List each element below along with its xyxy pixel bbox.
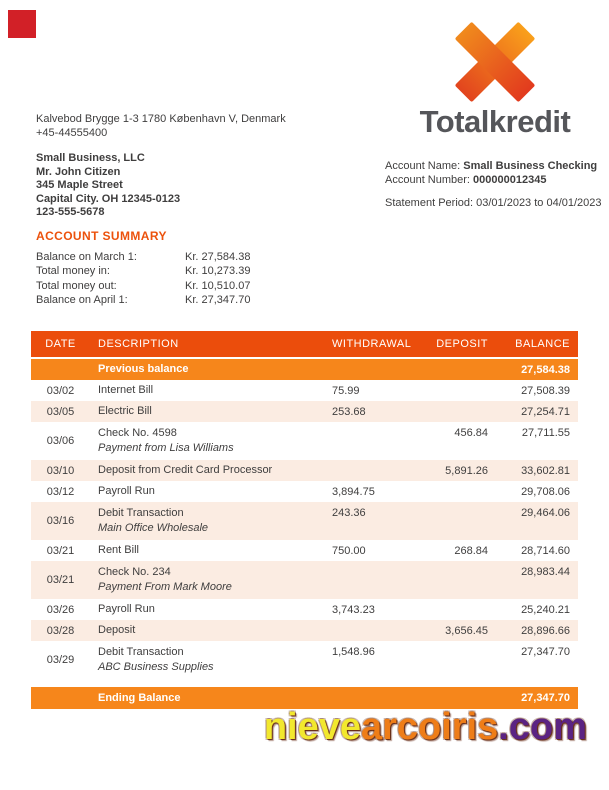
description-note: Payment from Lisa Williams	[98, 442, 234, 454]
summary-label: Total money out:	[36, 279, 117, 292]
cell-description	[90, 645, 325, 675]
cell-balance: 33,602.81	[521, 464, 570, 477]
cell-description	[90, 383, 325, 398]
cell-deposit: 3,656.45	[445, 624, 488, 637]
transaction-row	[31, 502, 578, 540]
cell-withdrawal: 243.36	[332, 507, 366, 519]
cell-date: 03/06	[46, 435, 75, 447]
red-square-mark	[8, 10, 36, 38]
column-header-withdrawal: WITHDRAWAL	[332, 338, 412, 350]
cell-description	[90, 565, 325, 595]
cell-balance: 28,896.66	[521, 624, 570, 637]
watermark-segment: nieve	[263, 706, 361, 748]
account-number-value: 000000012345	[473, 174, 547, 186]
cell-date: 03/29	[46, 654, 75, 666]
statement-period-label: Statement Period:	[385, 197, 474, 209]
cell-balance: 29,464.06	[521, 507, 570, 519]
description-text: Check No. 234	[98, 566, 171, 578]
cell-balance: 28,983.44	[521, 566, 570, 578]
sender-address-block	[36, 113, 286, 140]
previous-balance-value: 27,584.38	[521, 363, 570, 376]
cell-description	[90, 463, 325, 478]
description-text: Deposit from Credit Card Processor	[98, 464, 273, 476]
cell-description	[90, 623, 325, 638]
account-info-block	[385, 159, 602, 210]
cell-withdrawal	[325, 561, 415, 566]
summary-row	[36, 250, 250, 264]
account-name-value: Small Business Checking	[463, 160, 598, 172]
description-text: Debit Transaction	[98, 646, 184, 658]
statement-period-line	[385, 196, 602, 210]
account-number-line	[385, 173, 602, 187]
cell-date: 03/28	[46, 624, 75, 637]
cell-withdrawal: 750.00	[332, 544, 366, 557]
summary-row	[36, 279, 250, 293]
transaction-row	[31, 422, 578, 460]
cell-withdrawal: 253.68	[332, 405, 366, 418]
statement-period-value: 03/01/2023 to 04/01/2023	[476, 197, 602, 209]
cell-withdrawal: 75.99	[332, 384, 360, 397]
transaction-row	[31, 561, 578, 599]
transaction-row	[31, 599, 578, 620]
cell-balance: 28,714.60	[521, 544, 570, 557]
column-header-deposit: DEPOSIT	[436, 338, 488, 350]
description-text: Electric Bill	[98, 405, 152, 417]
summary-value: Kr. 10,273.39	[185, 265, 251, 278]
transaction-row	[31, 481, 578, 502]
cell-deposit: 5,891.26	[445, 464, 488, 477]
account-summary-heading: ACCOUNT SUMMARY	[36, 229, 167, 243]
recipient-line: Capital City. OH 12345-0123	[36, 192, 181, 205]
cell-date: 03/26	[46, 603, 75, 616]
cell-withdrawal: 1,548.96	[332, 646, 375, 658]
cell-withdrawal: 3,743.23	[332, 603, 375, 616]
sender-phone: +45-44555400	[36, 126, 108, 139]
cell-balance: 27,711.55	[521, 427, 570, 439]
cell-balance: 27,347.70	[521, 646, 570, 658]
description-note: Main Office Wholesale	[98, 522, 209, 534]
cell-date: 03/05	[46, 405, 75, 418]
summary-label: Total money in:	[36, 265, 110, 278]
cell-description	[90, 602, 325, 617]
cell-deposit	[415, 641, 490, 646]
recipient-block	[36, 152, 180, 220]
summary-value: Kr. 10,510.07	[185, 279, 251, 292]
cell-description	[90, 484, 325, 499]
recipient-line: 345 Maple Street	[36, 179, 123, 191]
transactions-table	[31, 331, 578, 709]
description-text: Internet Bill	[98, 384, 154, 396]
summary-label: Balance on March 1:	[36, 251, 137, 263]
cell-deposit	[415, 561, 490, 566]
table-header-row	[31, 331, 578, 359]
ending-balance-label: Ending Balance	[98, 691, 181, 704]
description-text: Deposit	[98, 624, 136, 636]
cell-description	[90, 404, 325, 419]
description-note: ABC Business Supplies	[98, 661, 214, 673]
cell-date: 03/02	[46, 384, 75, 397]
summary-label: Balance on April 1:	[36, 293, 128, 306]
description-text: Payroll Run	[98, 485, 155, 497]
transaction-row	[31, 641, 578, 679]
account-number-label: Account Number:	[385, 174, 470, 186]
description-text: Rent Bill	[98, 544, 139, 556]
account-name-label: Account Name:	[385, 160, 461, 172]
column-header-date: DATE	[45, 338, 76, 350]
cell-description	[90, 506, 325, 536]
previous-balance-label: Previous balance	[98, 363, 189, 375]
watermark-segment: arcoiris	[360, 706, 499, 748]
description-text: Payroll Run	[98, 603, 155, 615]
cell-date: 03/10	[46, 464, 75, 477]
x-cross-icon	[445, 24, 545, 100]
cell-deposit: 268.84	[454, 544, 488, 557]
cell-date: 03/21	[46, 574, 75, 586]
recipient-line: Small Business, LLC	[36, 152, 145, 164]
cell-deposit	[415, 502, 490, 507]
summary-rows	[36, 250, 250, 307]
watermark-segment: .com	[498, 706, 587, 748]
ending-balance-value: 27,347.70	[521, 692, 570, 704]
description-note: Payment From Mark Moore	[98, 581, 232, 593]
cell-balance: 27,254.71	[521, 405, 570, 418]
transaction-row	[31, 540, 578, 561]
summary-row	[36, 264, 250, 278]
account-name-line	[385, 159, 602, 173]
cell-date: 03/12	[46, 485, 75, 498]
watermark	[264, 708, 587, 746]
summary-value: Kr. 27,584.38	[185, 251, 251, 263]
previous-balance-row	[31, 359, 578, 380]
cell-withdrawal	[325, 422, 415, 427]
cell-balance: 27,508.39	[521, 384, 570, 397]
cell-description	[90, 543, 325, 558]
cell-withdrawal: 3,894.75	[332, 485, 375, 498]
summary-row	[36, 293, 250, 307]
description-text: Debit Transaction	[98, 507, 184, 519]
cell-description	[90, 426, 325, 456]
recipient-line: 123-555-5678	[36, 206, 105, 218]
column-header-balance: BALANCE	[515, 338, 570, 350]
summary-value: Kr. 27,347.70	[185, 293, 251, 306]
cell-balance: 29,708.06	[521, 485, 570, 498]
cell-balance: 25,240.21	[521, 603, 570, 616]
recipient-line: Mr. John Citizen	[36, 165, 121, 178]
totalkredit-logo	[410, 24, 580, 140]
description-text: Check No. 4598	[98, 427, 177, 439]
cell-date: 03/16	[46, 515, 75, 527]
cell-deposit: 456.84	[454, 427, 488, 439]
transaction-row	[31, 380, 578, 401]
logo-wordmark: Totalkredit	[419, 104, 571, 139]
transactions-body	[31, 380, 578, 679]
transaction-row	[31, 460, 578, 481]
cell-date: 03/21	[46, 544, 75, 557]
column-header-description: DESCRIPTION	[98, 337, 179, 350]
transaction-row	[31, 620, 578, 641]
sender-address-line: Kalvebod Brygge 1-3 1780 København V, Denmark	[36, 113, 286, 125]
transaction-row	[31, 401, 578, 422]
